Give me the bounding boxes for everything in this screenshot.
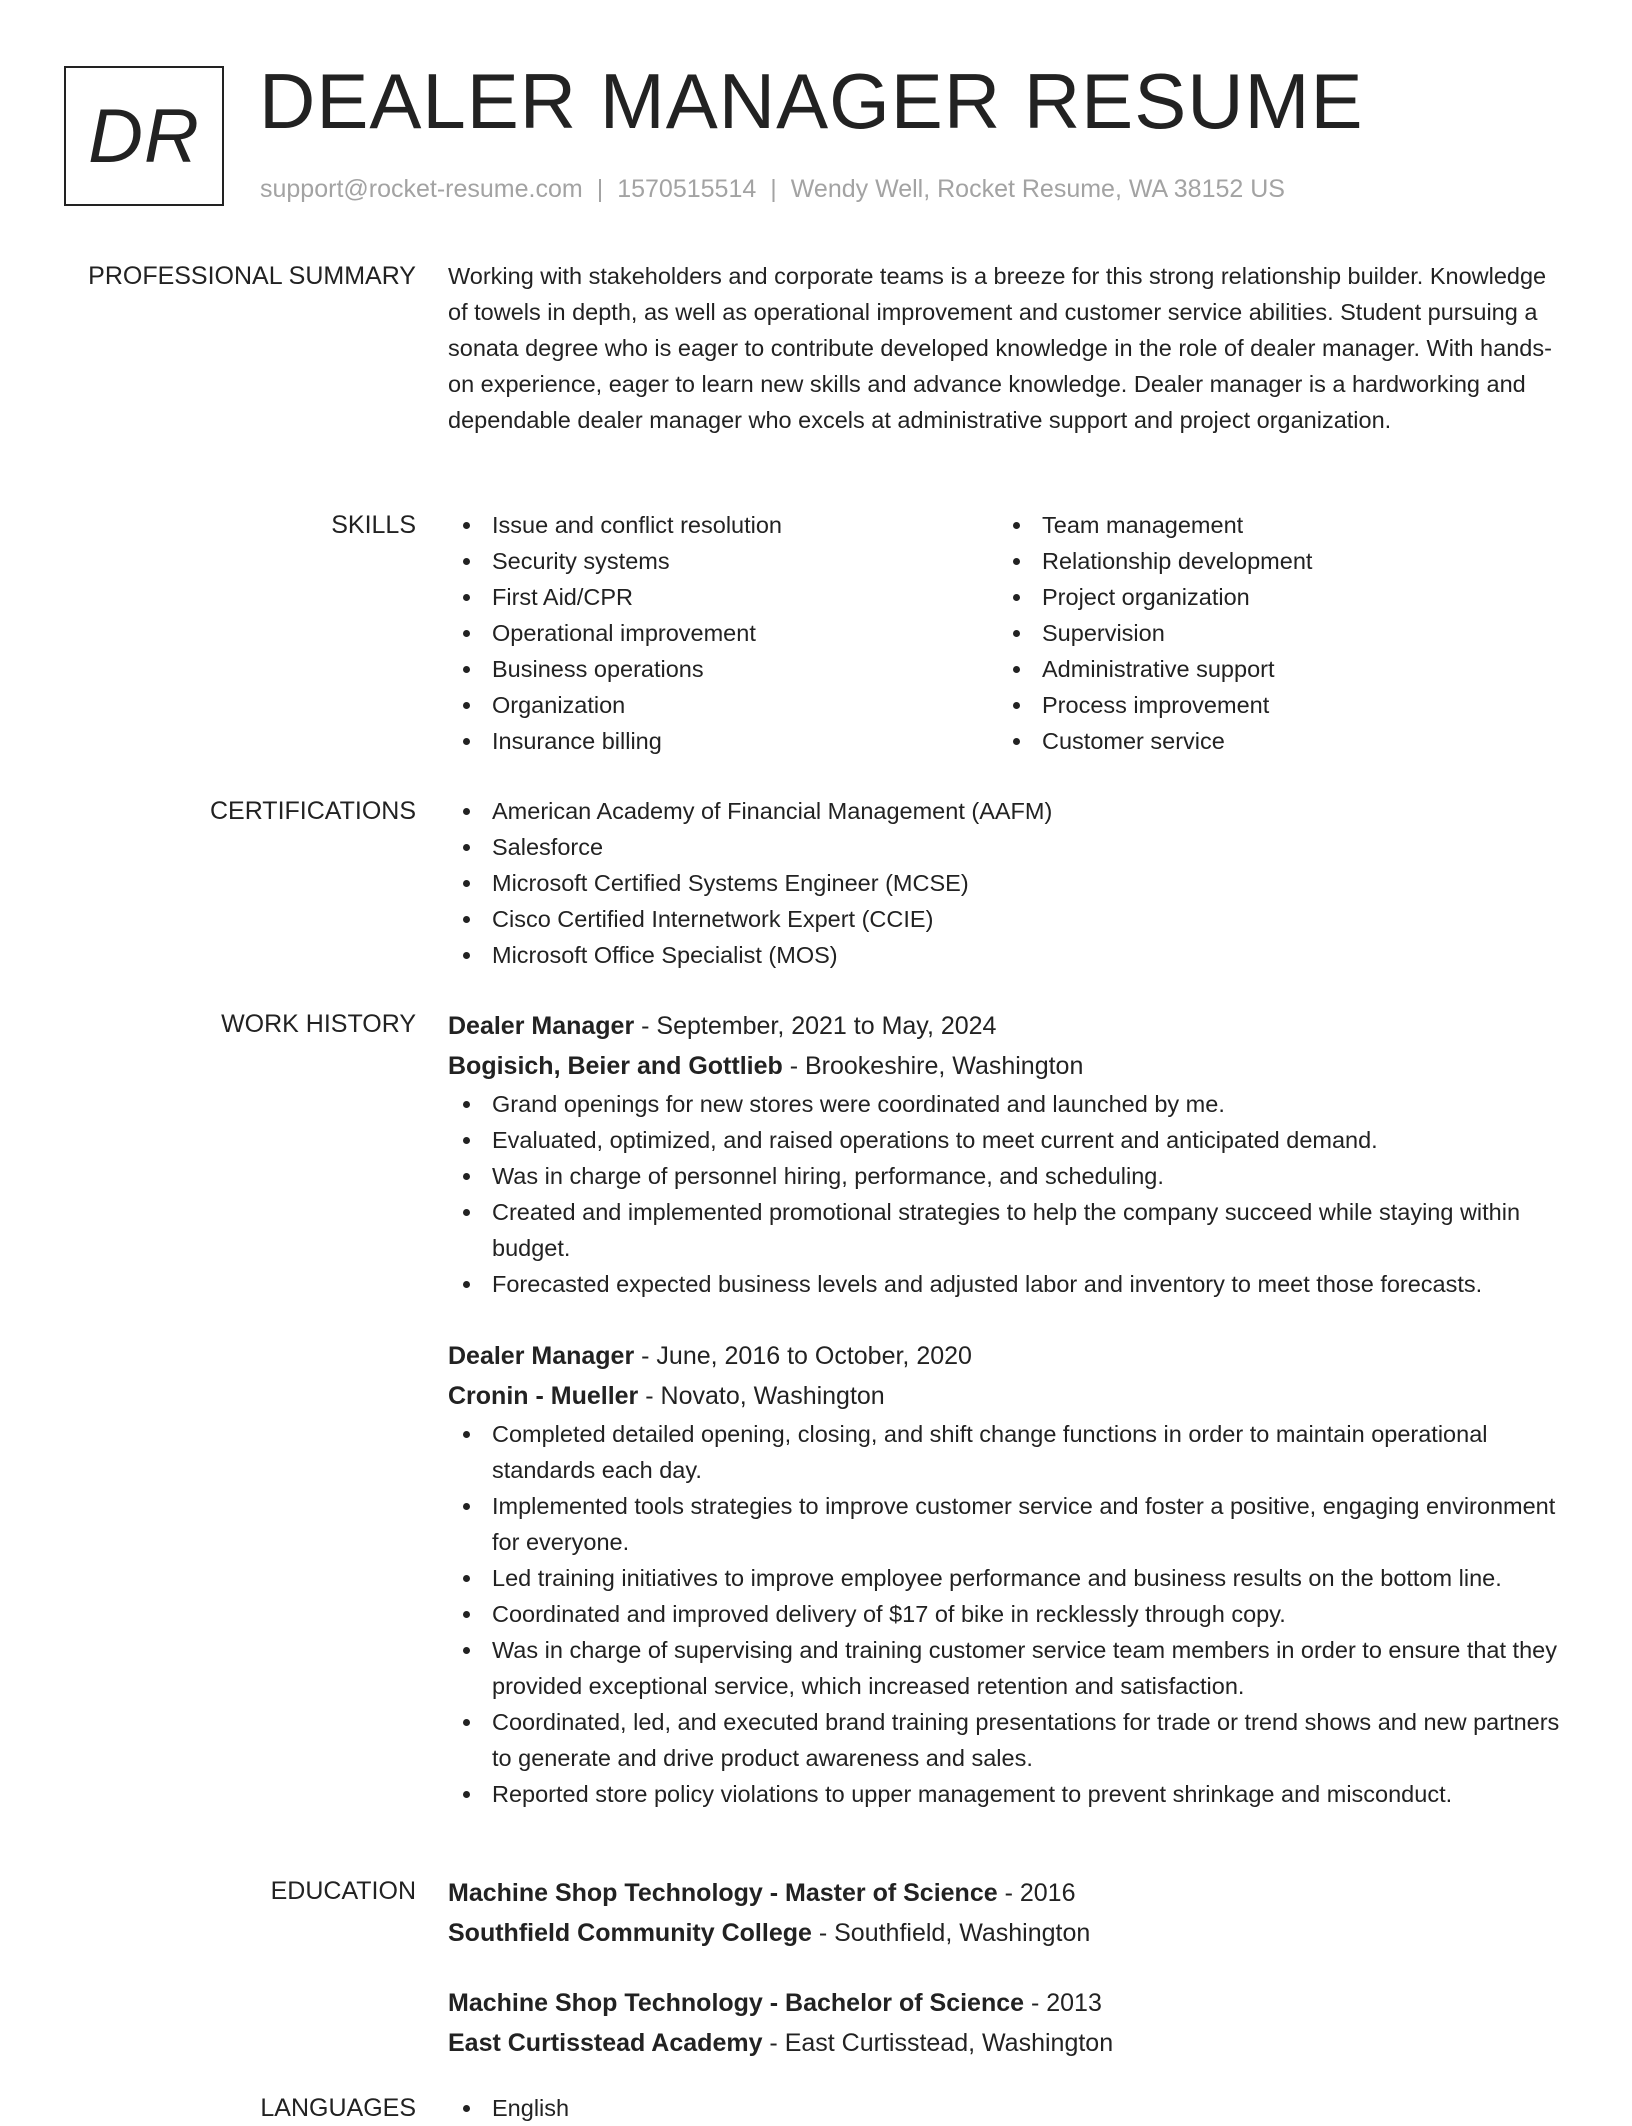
monogram-logo: DR	[64, 66, 224, 206]
job-company: Bogisich, Beier and Gottlieb	[448, 1052, 783, 1080]
list-item: Coordinated and improved delivery of $17 of bike in recklessly through copy.	[448, 1596, 1572, 1632]
job-dates: - September, 2021 to May, 2024	[634, 1012, 997, 1040]
job-bullets	[448, 1086, 1572, 1302]
job-title: Dealer Manager	[448, 1012, 635, 1040]
list-item: Microsoft Certified Systems Engineer (MCSE)	[448, 865, 1572, 901]
education-year: - 2013	[1024, 1989, 1102, 2017]
education-school: Southfield Community College	[448, 1919, 812, 1947]
contact-email[interactable]: support@rocket-resume.com	[260, 175, 583, 203]
section-label-work-history: WORK HISTORY	[221, 1010, 416, 1038]
job-location: - Brookeshire, Washington	[782, 1052, 1084, 1080]
job-company-line	[448, 1376, 1572, 1416]
languages-body	[448, 2090, 1572, 2126]
list-item: Evaluated, optimized, and raised operations to meet current and anticipated demand.	[448, 1122, 1572, 1158]
job-title-line	[448, 1006, 1572, 1046]
list-item: Business operations	[448, 651, 998, 687]
list-item: English	[448, 2090, 1572, 2126]
list-item: Was in charge of personnel hiring, performance, and scheduling.	[448, 1158, 1572, 1194]
list-item: Coordinated, led, and executed brand training presentations for trade or trend shows and new partners to generate and drive product awareness and sales.	[448, 1704, 1572, 1776]
list-item: Completed detailed opening, closing, and shift change functions in order to maintain operational standards each day.	[448, 1416, 1572, 1488]
languages-list	[448, 2090, 1572, 2126]
education-degree-line	[448, 1873, 1572, 1913]
job-company-line	[448, 1046, 1572, 1086]
page-title: DEALER MANAGER RESUME	[259, 57, 1364, 145]
contact-separator: |	[596, 175, 604, 203]
list-item: Supervision	[998, 615, 1548, 651]
list-item: Insurance billing	[448, 723, 998, 759]
section-label-education: EDUCATION	[270, 1877, 416, 1905]
list-item: Was in charge of supervising and training customer service team members in order to ensure that they provided exceptional service, which increased retention and satisfaction.	[448, 1632, 1572, 1704]
list-item: Microsoft Office Specialist (MOS)	[448, 937, 1572, 973]
list-item: Led training initiatives to improve employee performance and business results on the bottom line.	[448, 1560, 1572, 1596]
list-item: Cisco Certified Internetwork Expert (CCIE)	[448, 901, 1572, 937]
list-item: Operational improvement	[448, 615, 998, 651]
education-school: East Curtisstead Academy	[448, 2029, 763, 2057]
list-item: Implemented tools strategies to improve customer service and foster a positive, engaging environment for everyone.	[448, 1488, 1572, 1560]
job-dates: - June, 2016 to October, 2020	[634, 1342, 972, 1370]
summary-text: Working with stakeholders and corporate teams is a breeze for this strong relationship builder. Knowledge of towels in depth, as well as operational improvement and customer service abilities. Student pursuing a sonata degree who is eager to contribute developed knowledge in the role of dealer manager. With hands-on experience, eager to learn new skills and advance knowledge. Dealer manager is a hardworking and dependable dealer manager who excels at administrative support and project organization.	[448, 263, 1552, 433]
section-label-skills: SKILLS	[331, 511, 416, 539]
work-history-body	[448, 1006, 1572, 1812]
education-body	[448, 1873, 1572, 2063]
list-item: Customer service	[998, 723, 1548, 759]
list-item: Project organization	[998, 579, 1548, 615]
education-entry	[448, 1983, 1572, 2063]
list-item: Security systems	[448, 543, 998, 579]
job-bullets	[448, 1416, 1572, 1812]
contact-phone[interactable]: 1570515514	[617, 175, 757, 203]
education-degree: Machine Shop Technology - Master of Science	[448, 1879, 998, 1907]
list-item: Process improvement	[998, 687, 1548, 723]
education-entry	[448, 1873, 1572, 1953]
list-item: Reported store policy violations to upper management to prevent shrinkage and misconduct.	[448, 1776, 1572, 1812]
list-item: Administrative support	[998, 651, 1548, 687]
education-degree: Machine Shop Technology - Bachelor of Science	[448, 1989, 1025, 2017]
section-label-languages: LANGUAGES	[260, 2094, 416, 2122]
skills-body	[448, 507, 1572, 759]
list-item: Relationship development	[998, 543, 1548, 579]
education-school-line	[448, 2023, 1572, 2063]
skills-list-right	[998, 507, 1548, 759]
education-year: - 2016	[997, 1879, 1076, 1907]
job-location: - Novato, Washington	[638, 1382, 885, 1410]
job-title-line	[448, 1336, 1572, 1376]
job-company: Cronin - Mueller	[448, 1382, 639, 1410]
job-title: Dealer Manager	[448, 1342, 635, 1370]
list-item: Team management	[998, 507, 1548, 543]
section-label-summary: PROFESSIONAL SUMMARY	[88, 262, 416, 290]
list-item: Organization	[448, 687, 998, 723]
education-location: - East Curtisstead, Washington	[762, 2029, 1114, 2057]
job-entry	[448, 1336, 1572, 1812]
contact-separator: |	[770, 175, 777, 203]
list-item: First Aid/CPR	[448, 579, 998, 615]
list-item: Grand openings for new stores were coordinated and launched by me.	[448, 1086, 1572, 1122]
skills-list-left	[448, 507, 998, 759]
education-degree-line	[448, 1983, 1572, 2023]
certifications-body	[448, 793, 1572, 973]
list-item: Issue and conflict resolution	[448, 507, 998, 543]
contact-line	[260, 175, 1285, 204]
list-item: American Academy of Financial Management (AAFM)	[448, 793, 1572, 829]
section-label-certifications: CERTIFICATIONS	[209, 797, 416, 825]
list-item: Salesforce	[448, 829, 1572, 865]
list-item: Created and implemented promotional strategies to help the company succeed while staying within budget.	[448, 1194, 1572, 1266]
job-entry	[448, 1006, 1572, 1302]
education-school-line	[448, 1913, 1572, 1953]
list-item: Forecasted expected business levels and adjusted labor and inventory to meet those forecasts.	[448, 1266, 1572, 1302]
education-location: - Southfield, Washington	[811, 1919, 1091, 1947]
certifications-list	[448, 793, 1572, 973]
summary-body	[448, 258, 1572, 438]
contact-address: Wendy Well, Rocket Resume, WA 38152 US	[790, 175, 1285, 203]
